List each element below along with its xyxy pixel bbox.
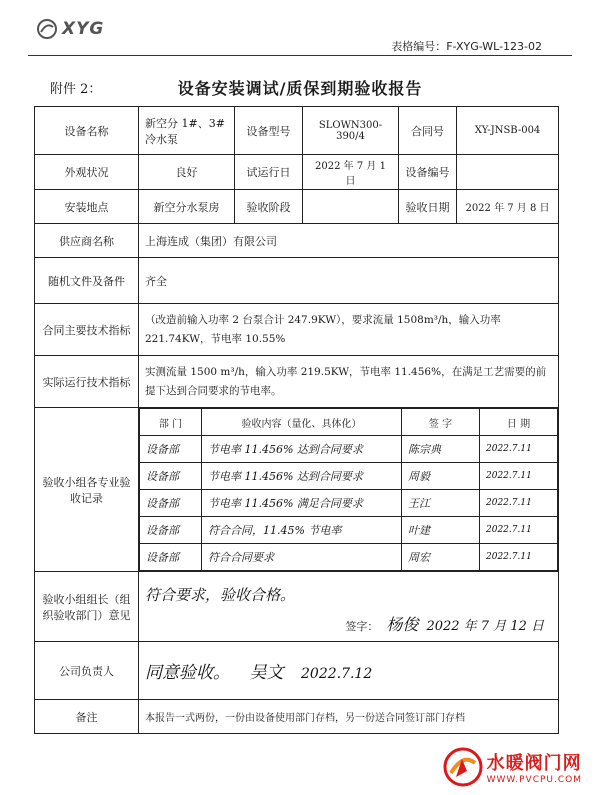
entry-date: 2022.7.11 (480, 544, 558, 571)
equipment-no-label: 设备编号 (399, 155, 457, 190)
entry-dept: 设备部 (140, 490, 202, 517)
equipment-model-value: SLOWN300-390/4 (303, 107, 399, 155)
entry-signature: 叶建 (402, 517, 480, 544)
entry-dept: 设备部 (140, 517, 202, 544)
documents-label: 随机文件及备件 (35, 258, 139, 304)
acceptance-stage-label: 验收阶段 (235, 190, 303, 224)
company-head-cell (139, 642, 559, 700)
team-record-header (140, 409, 558, 436)
team-record-grid (139, 408, 558, 571)
row-install-location (35, 190, 559, 224)
form-number: 表格编号：F-XYG-WL-123-02 (391, 40, 542, 53)
actual-spec-value: 实测流量 1500 m³/h，输入功率 219.5KW，节电率 11.456%，在满足工艺需要的前提下达到合同要求的节电率。 (139, 356, 559, 408)
actual-spec-label: 实际运行技术指标 (35, 356, 139, 408)
header-divider (28, 55, 572, 56)
install-location-label: 安装地点 (35, 190, 139, 224)
entry-signature: 王江 (402, 490, 480, 517)
row-appearance (35, 155, 559, 190)
watermark-logo-icon (443, 747, 483, 787)
team-record-row (140, 436, 558, 463)
company-head-label: 公司负责人 (35, 642, 139, 700)
leader-sign-date: 2022 年 7 月 12 日 (426, 619, 544, 634)
entry-dept: 设备部 (140, 436, 202, 463)
entry-signature: 周宏 (402, 544, 480, 571)
row-actual-spec (35, 356, 559, 408)
company-head-date: 2022.7.12 (301, 666, 373, 682)
entry-date: 2022.7.11 (480, 463, 558, 490)
trial-date-value: 2022 年 7 月 1 日 (303, 155, 399, 190)
row-contract-spec (35, 304, 559, 356)
team-record-row (140, 517, 558, 544)
team-record-label: 验收小组各专业验收记录 (35, 408, 139, 572)
company-head-signature: 吴文 (249, 663, 284, 683)
contract-spec-value: （改造前输入功率 2 台泵合计 247.9KW），要求流量 1508m³/h，输入功率 221.74KW，节电率 10.55% (139, 304, 559, 356)
leader-opinion-label: 验收小组组长（组织验收部门）意见 (35, 572, 139, 642)
contract-no-value: XY-JNSB-004 (457, 107, 559, 155)
row-supplier (35, 224, 559, 258)
entry-content: 节电率 11.456% 达到合同要求 (202, 436, 402, 463)
page-title: 设备安装调试/质保到期验收报告 (177, 79, 423, 98)
entry-dept: 设备部 (140, 544, 202, 571)
team-record-cell (139, 408, 559, 572)
team-record-row (140, 490, 558, 517)
entry-content: 符合合同要求 (202, 544, 402, 571)
watermark-title: 水暖阀门网 (486, 753, 582, 774)
watermark-url: WWW.PVCPU.COM (486, 775, 582, 785)
entry-signature: 周毅 (402, 463, 480, 490)
logo-swirl-icon (36, 18, 58, 40)
remark-label: 备注 (35, 700, 139, 734)
entry-content: 节电率 11.456% 满足合同要求 (202, 490, 402, 517)
appearance-value: 良好 (139, 155, 235, 190)
entry-signature: 陈宗典 (402, 436, 480, 463)
entry-date: 2022.7.11 (480, 490, 558, 517)
company-logo (36, 18, 104, 40)
entry-dept: 设备部 (140, 463, 202, 490)
equipment-model-label: 设备型号 (235, 107, 303, 155)
entry-date: 2022.7.11 (480, 517, 558, 544)
team-record-row (140, 463, 558, 490)
leader-opinion-value: 符合要求，验收合格。 (145, 586, 296, 604)
attachment-label: 附件 2： (50, 82, 102, 97)
row-leader-opinion (35, 572, 559, 642)
content-header: 验收内容（量化、具体化） (202, 409, 402, 436)
entry-content: 符合合同，11.45% 节电率 (202, 517, 402, 544)
row-company-head (35, 642, 559, 700)
documents-value: 齐全 (139, 258, 559, 304)
leader-signature: 杨俊 (386, 615, 419, 634)
acceptance-stage-value (303, 190, 399, 224)
site-watermark (443, 747, 582, 787)
acceptance-date-value: 2022 年 7 月 8 日 (457, 190, 559, 224)
row-remark (35, 700, 559, 734)
sign-header: 签 字 (402, 409, 480, 436)
row-documents (35, 258, 559, 304)
row-team-record (35, 408, 559, 572)
company-head-opinion: 同意验收。 (145, 663, 230, 683)
contract-spec-label: 合同主要技术指标 (35, 304, 139, 356)
leader-opinion-cell (139, 572, 559, 642)
install-location-value: 新空分水泵房 (139, 190, 235, 224)
remark-value: 本报告一式两份，一份由设备使用部门存档，另一份送合同签订部门存档 (139, 700, 559, 734)
equipment-no-value (457, 155, 559, 190)
leader-sign-label: 签字： (345, 620, 379, 633)
trial-date-label: 试运行日 (235, 155, 303, 190)
equipment-name-label: 设备名称 (35, 107, 139, 155)
row-equipment-name (35, 107, 559, 155)
contract-no-label: 合同号 (399, 107, 457, 155)
acceptance-report-table (34, 106, 559, 734)
entry-date: 2022.7.11 (480, 436, 558, 463)
team-record-row (140, 544, 558, 571)
supplier-label: 供应商名称 (35, 224, 139, 258)
appearance-label: 外观状况 (35, 155, 139, 190)
equipment-name-value: 新空分 1#、3# 冷水泵 (139, 107, 235, 155)
supplier-value: 上海连成（集团）有限公司 (139, 224, 559, 258)
date-header: 日 期 (480, 409, 558, 436)
leader-signature-line (345, 612, 544, 635)
logo-text: XYG (62, 19, 105, 39)
acceptance-date-label: 验收日期 (399, 190, 457, 224)
dept-header: 部 门 (140, 409, 202, 436)
entry-content: 节电率 11.456% 达到合同要求 (202, 463, 402, 490)
